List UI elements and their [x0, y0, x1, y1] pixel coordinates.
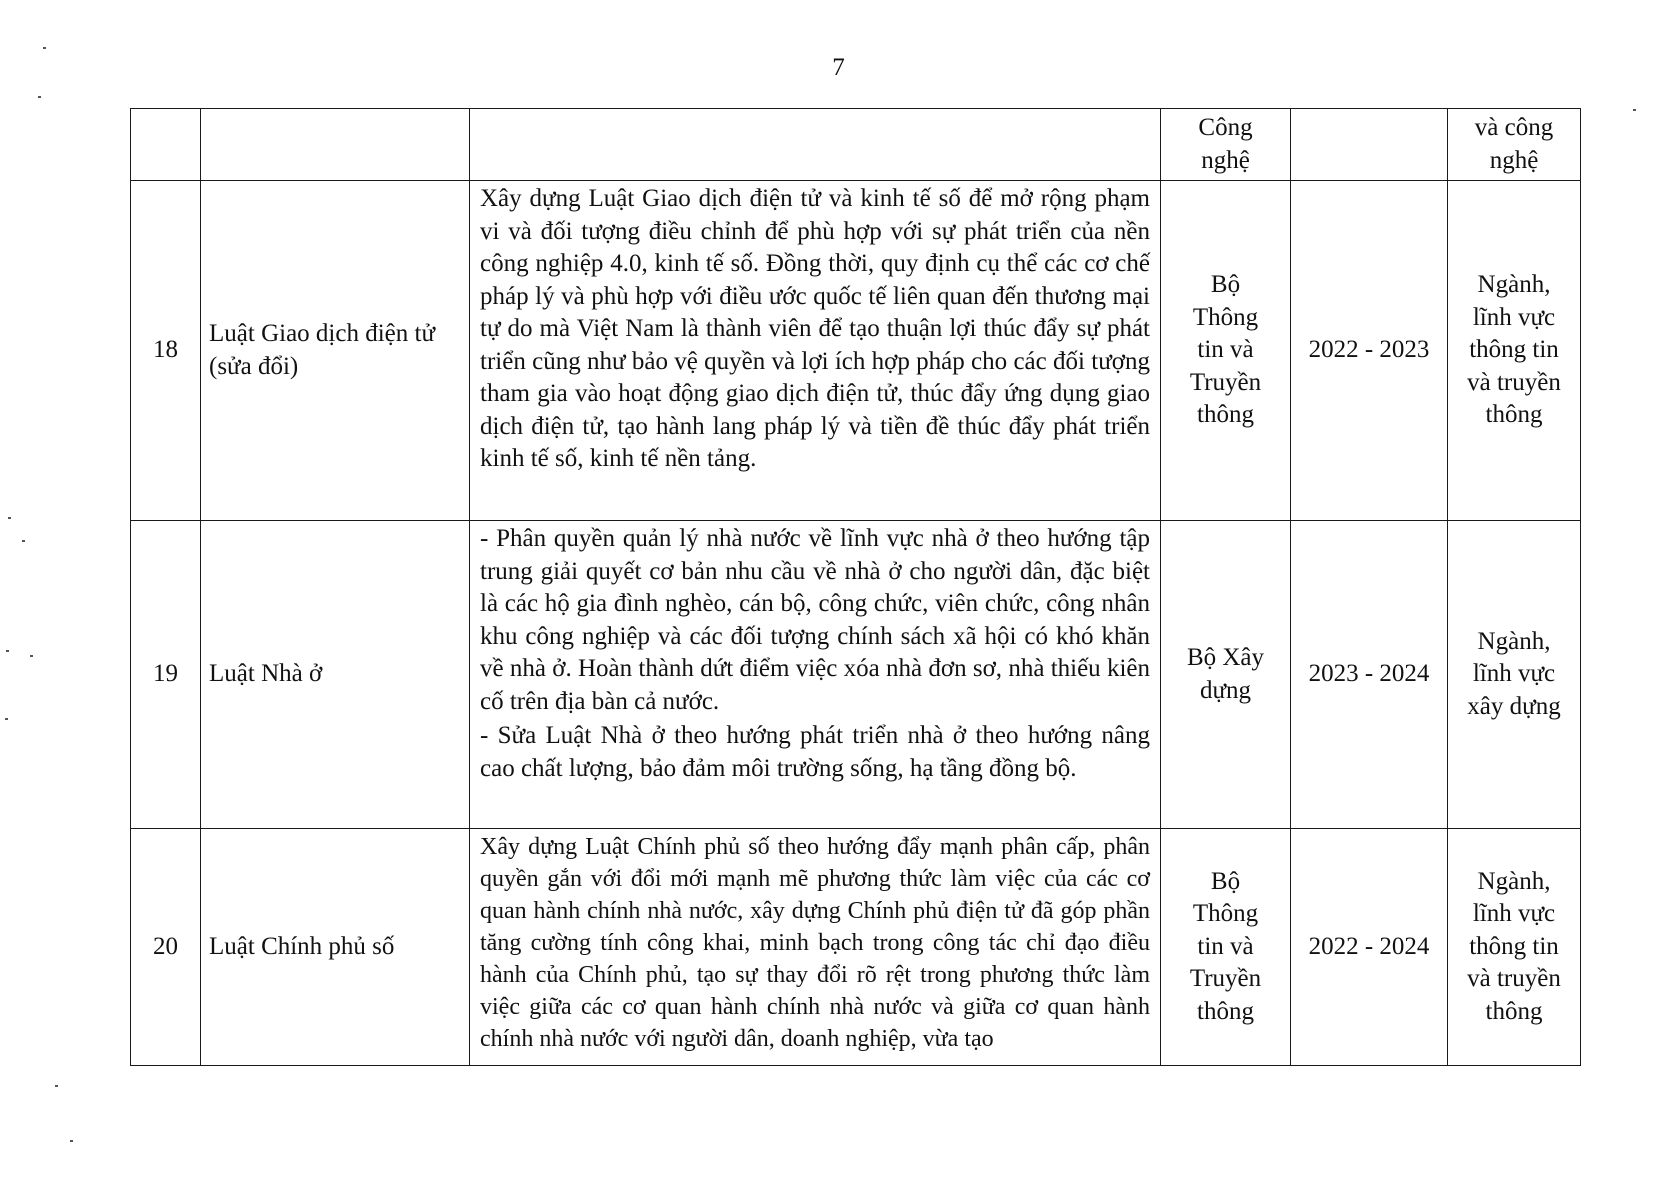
agency-line: tin và	[1197, 336, 1254, 364]
time-period: 2023 - 2024	[1291, 521, 1448, 829]
agency-line: nghệ	[1201, 146, 1250, 174]
agency-line: Bộ	[1210, 867, 1241, 895]
agency-line: Truyền	[1189, 965, 1262, 993]
field-line: và truyền	[1467, 965, 1561, 993]
field-line: xây dựng	[1467, 692, 1561, 720]
sector-field	[1448, 181, 1581, 521]
field-line: Ngành,	[1477, 867, 1551, 895]
time-period: 2022 - 2024	[1291, 829, 1448, 1066]
field-line: lĩnh vực	[1472, 660, 1556, 688]
law-program-table	[130, 108, 1581, 1066]
time-period: 2022 - 2023	[1291, 181, 1448, 521]
scan-speck	[5, 718, 8, 720]
agency-line: tin và	[1197, 932, 1254, 960]
field-line: lĩnh vực	[1472, 303, 1556, 331]
field-line: thông	[1485, 401, 1543, 429]
cell-field	[1448, 109, 1581, 181]
field-line: thông tin	[1469, 932, 1559, 960]
cell-period	[1291, 109, 1448, 181]
field-line: lĩnh vực	[1472, 900, 1556, 928]
content-paragraph: - Sửa Luật Nhà ở theo hướng phát triển nhà ở theo hướng nâng cao chất lượng, bảo đảm môi trường sống, hạ tầng đồng bộ.	[480, 722, 1150, 782]
table-row	[131, 829, 1581, 1066]
scan-speck	[55, 1085, 58, 1087]
law-name: Luật Giao dịch điện tử (sửa đổi)	[201, 181, 470, 521]
sector-field	[1448, 829, 1581, 1066]
field-line: nghệ	[1489, 146, 1539, 174]
cell-law	[201, 109, 470, 181]
content-paragraph: Xây dựng Luật Giao dịch điện tử và kinh tế số để mở rộng phạm vi và đối tượng điều chỉnh để phù hợp với sự phát triển của nền công nghiệp 4.0, kinh tế số. Đồng thời, quy định cụ thể các cơ chế pháp lý và phù hợp với điều ước quốc tế liên quan đến thương mại tự do mà Việt Nam là thành viên để tạo thuận lợi thúc đẩy sự phát triển cũng như bảo vệ quyền và lợi ích hợp pháp cho các đối tượng tham gia vào hoạt động giao dịch điện tử, thúc đẩy ứng dụng giao dịch điện tử, tạo hành lang pháp lý và tiền đề thúc đẩy phát triển kinh tế số, kinh tế nền tảng.	[480, 185, 1150, 472]
cell-content	[470, 109, 1161, 181]
scan-speck	[6, 650, 9, 652]
row-number: 19	[131, 521, 201, 829]
scan-speck	[30, 655, 33, 657]
scan-speck	[1633, 109, 1636, 111]
agency-line: Thông	[1192, 303, 1259, 331]
scan-speck	[38, 96, 41, 98]
field-line: và truyền	[1467, 368, 1561, 396]
row-number: 18	[131, 181, 201, 521]
cell-no	[131, 109, 201, 181]
lead-agency	[1161, 181, 1291, 521]
table-row	[131, 521, 1581, 829]
field-line: Ngành,	[1477, 271, 1551, 299]
scan-speck	[8, 517, 11, 519]
field-line: Ngành,	[1477, 627, 1551, 655]
agency-line: dựng	[1199, 676, 1252, 704]
scan-speck	[70, 1140, 73, 1142]
page-number: 7	[832, 54, 845, 81]
agency-line: thông	[1197, 401, 1254, 429]
law-content	[470, 521, 1161, 829]
cell-agency	[1161, 109, 1291, 181]
continuation-row	[131, 109, 1581, 181]
law-name: Luật Chính phủ số	[201, 829, 470, 1066]
sector-field	[1448, 521, 1581, 829]
scan-speck	[22, 540, 25, 542]
law-content	[470, 181, 1161, 521]
content-paragraph: Xây dựng Luật Chính phủ số theo hướng đẩy mạnh phân cấp, phân quyền gắn với đổi mới mạnh mẽ phương thức làm việc của các cơ quan hành chính nhà nước, xây dựng Chính phủ điện tử đã góp phần tăng cường tính công khai, minh bạch trong công tác chỉ đạo điều hành của Chính phủ, tạo sự thay đổi rõ rệt trong phương thức làm việc giữa các cơ quan hành chính nhà nước và giữa cơ quan hành chính nhà nước với người dân, doanh nghiệp, vừa tạo	[480, 834, 1150, 1052]
content-paragraph: - Phân quyền quản lý nhà nước về lĩnh vực nhà ở theo hướng tập trung giải quyết cơ bản nhu cầu về nhà ở cho người dân, đặc biệt là các hộ gia đình nghèo, cán bộ, công chức, viên chức, công nhân khu công nghiệp và các đối tượng chính sách xã hội có khó khăn về nhà ở. Hoàn thành dứt điểm việc xóa nhà đơn sơ, nhà thiếu kiên cố trên địa bàn cả nước.	[480, 525, 1150, 715]
lead-agency	[1161, 829, 1291, 1066]
agency-line: Thông	[1192, 900, 1259, 928]
agency-line: Bộ Xây	[1186, 644, 1265, 671]
agency-line: Bộ	[1210, 271, 1241, 299]
law-content	[470, 829, 1161, 1066]
lead-agency	[1161, 521, 1291, 829]
agency-line: Truyền	[1189, 368, 1262, 396]
agency-line: Công	[1198, 114, 1253, 141]
scan-speck	[43, 47, 46, 49]
agency-line: thông	[1197, 997, 1254, 1025]
field-line: thông tin	[1469, 336, 1559, 364]
table-row	[131, 181, 1581, 521]
field-line: và công	[1474, 114, 1554, 141]
row-number: 20	[131, 829, 201, 1066]
field-line: thông	[1485, 997, 1543, 1025]
law-name: Luật Nhà ở	[201, 521, 470, 829]
